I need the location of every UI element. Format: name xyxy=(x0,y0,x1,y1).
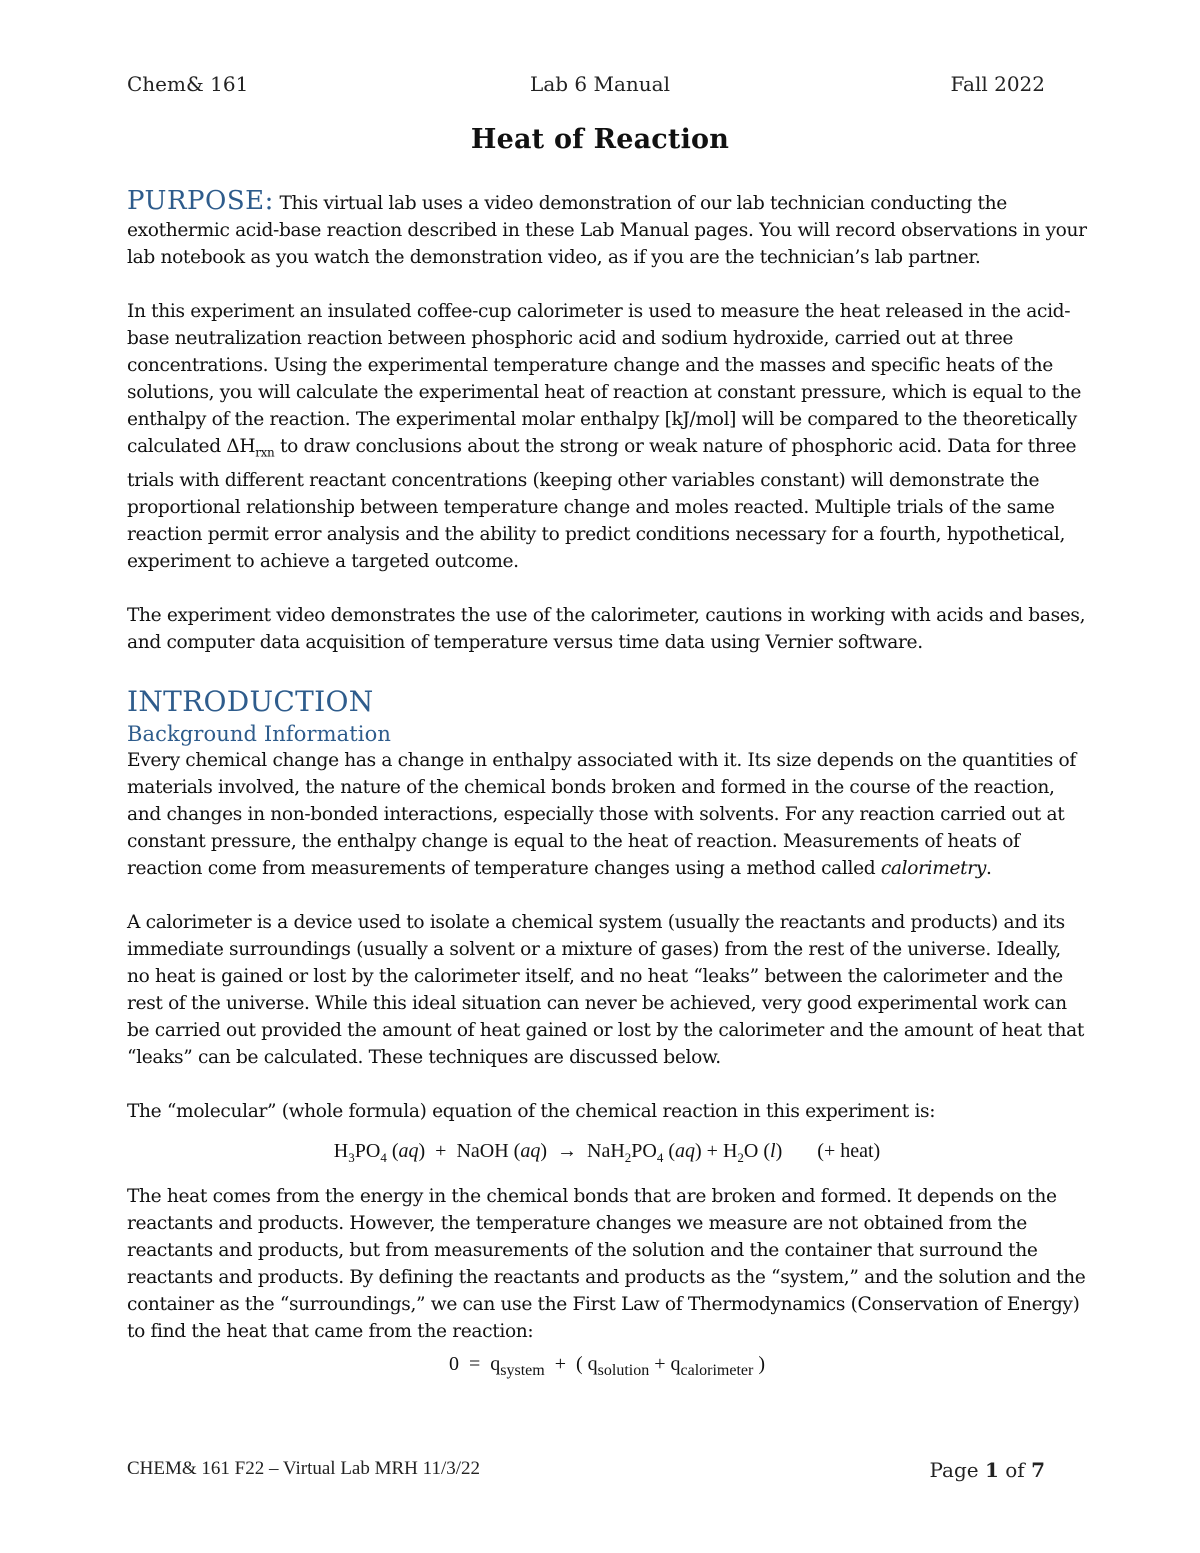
intro-paragraph-2: A calorimeter is a device used to isolate a chemical system (usually the reactants and products) and its immediate surroundings (usually a solvent or a mixture of gases) from the rest of the universe. Ideally, no heat is gained or lost by the calorimeter itself, and no heat “leaks” between the calorimeter and the rest of the universe. While this ideal situation can never be achieved, very good experimental work can be carried out provided the amount of heat gained or lost by the calorimeter and the amount of heat that “leaks” can be calculated. These techniques are discussed below. xyxy=(127,911,1084,1068)
intro-text-a: Every chemical change has a change in enthalpy associated with it. Its size depends on the quantities of materials involved, the nature of the chemical bonds broken and formed in the course of the reaction, and changes in non-bonded interactions, especially those with solvents. For any reaction carried out at constant pressure, the enthalpy change is equal to the heat of reaction. Measurements of heats of reaction come from measurements of temperature changes using a method called xyxy=(127,749,1076,879)
intro-paragraph-4: The heat comes from the energy in the chemical bonds that are broken and formed. It depends on the reactants and products. However, the temperature changes we measure are not obtained from the reactants and products, but from measurements of the solution and the container that surround the reactants and products. By defining the reactants and products as the “system,” and the solution and the container as the “surroundings,” we can use the First Law of Thermodynamics (Conservation of Energy) to find the heat that came from the reaction: xyxy=(127,1185,1086,1342)
intro-paragraph-1 xyxy=(127,747,1087,882)
video-paragraph: The experiment video demonstrates the use of the calorimeter, cautions in working with acids and bases, and computer data acquisition of temperature versus time data using Vernier software. xyxy=(127,604,1086,653)
header-manual: Lab 6 Manual xyxy=(530,72,670,96)
purpose-paragraph xyxy=(127,188,1087,271)
chemical-equation: $H_3PO_4$ (aq) + NaOH $(aq) \to NaH_2PO_4$ $(aq) + H_2O$ (l) (+ heat) xyxy=(333,1139,881,1165)
calorimetry-term: calorimetry xyxy=(880,857,986,879)
experiment-paragraph xyxy=(127,298,1087,575)
header-course: Chem& 161 xyxy=(127,72,249,96)
intro-text-b: . xyxy=(985,857,992,879)
header-term: Fall 2022 xyxy=(950,72,1045,96)
introduction-heading: INTRODUCTION xyxy=(127,684,374,718)
energy-balance-equation: $0 = q_{system}$ + ( $q_{solution} + q_{calorimeter}$ ) xyxy=(448,1352,766,1379)
reaction-arrow: → xyxy=(557,1139,577,1162)
intro-paragraph-3: The “molecular” (whole formula) equation of the chemical reaction in this experiment is: xyxy=(127,1100,936,1122)
experiment-text-a: In this experiment an insulated coffee-cup calorimeter is used to measure the heat released in the acid-base neutralization reaction between phosphoric acid and sodium hydroxide, carried out at three concentrations. Using the experimental temperature change and the masses and specific heats of the solutions, you will calculate the experimental heat of reaction at constant pressure, which is equal to the enthalpy of the reaction. The experimental molar enthalpy [kJ/mol] will be compared to the theoretically calculated ΔH xyxy=(127,301,1082,457)
experiment-text-b: to draw conclusions about the strong or weak nature of phosphoric acid. Data for three trials with different reactant concentrations (keeping other variables constant) will demonstrate the proportional relationship between temperature change and moles reacted. Multiple trials of the same reaction permit error analysis and the ability to predict conditions necessary for a fourth, hypothetical, experiment to achieve a targeted outcome. xyxy=(127,436,1077,572)
footer-page-number: Page 1 of 7 xyxy=(929,1458,1045,1482)
footer-course-info: CHEM& 161 F22 – Virtual Lab MRH 11/3/22 xyxy=(127,1458,481,1479)
document-body xyxy=(127,188,1087,1384)
background-subheading: Background Information xyxy=(127,721,391,746)
purpose-text: This virtual lab uses a video demonstration of our lab technician conducting the exothermic acid-base reaction described in these Lab Manual pages. You will record observations in your lab notebook as you watch the demonstration video, as if you are the technician’s lab partner. xyxy=(127,193,1087,268)
purpose-label: PURPOSE: xyxy=(127,186,274,216)
delta-h-subscript: rxn xyxy=(255,445,275,460)
page-title: Heat of Reaction xyxy=(470,124,730,155)
